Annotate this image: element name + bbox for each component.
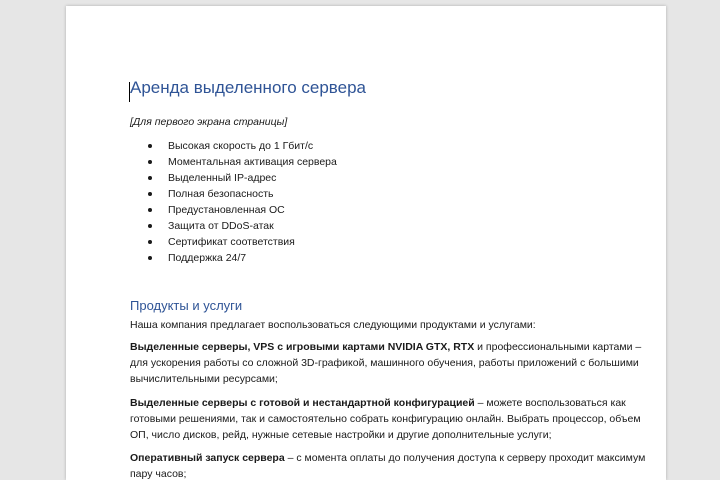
list-item: Выделенный IP-адрес — [130, 170, 337, 186]
document-title: Аренда выделенного сервера — [130, 78, 367, 97]
paragraph-text: – можете воспользоваться как готовыми решениями, так и самостоятельно собрать конфигурацию онлайн. Выбрать процессор, объем ОП, число дисков, рейд, нужные сетевые настройки и другие дополнительные услуги; — [130, 397, 641, 441]
paragraph — [130, 339, 650, 387]
page-note: [Для первого экрана страницы] — [130, 116, 288, 128]
document-page — [66, 6, 666, 480]
list-item: Полная безопасность — [130, 186, 337, 202]
paragraph-bold: Оперативный запуск сервера — [130, 452, 285, 464]
intro-text: Наша компания предлагает воспользоваться следующими продуктами и услугами: — [130, 319, 536, 331]
paragraph-bold: Выделенные серверы, VPS с игровыми картами NVIDIA GTX, RTX — [130, 341, 475, 353]
section-heading: Продукты и услуги — [130, 298, 243, 313]
paragraph-text: и профессиональными картами – для ускорения работы со сложной 3D-графикой, машинного обучения, работы приложений с большими вычислительными ресурсами; — [130, 341, 642, 385]
list-item: Высокая скорость до 1 Гбит/с — [130, 138, 337, 154]
paragraph-text: – с момента оплаты до получения доступа к серверу проходит максимум пару часов; — [130, 452, 646, 480]
list-item: Поддержка 24/7 — [130, 250, 337, 266]
list-item: Сертификат соответствия — [130, 234, 337, 250]
list-item: Моментальная активация сервера — [130, 154, 337, 170]
paragraph — [130, 450, 650, 480]
paragraph-bold: Выделенные серверы с готовой и нестандартной конфигурацией — [130, 397, 475, 409]
list-item: Предустановленная ОС — [130, 202, 337, 218]
paragraph — [130, 395, 650, 443]
feature-list — [130, 138, 337, 266]
list-item: Защита от DDoS-атак — [130, 218, 337, 234]
